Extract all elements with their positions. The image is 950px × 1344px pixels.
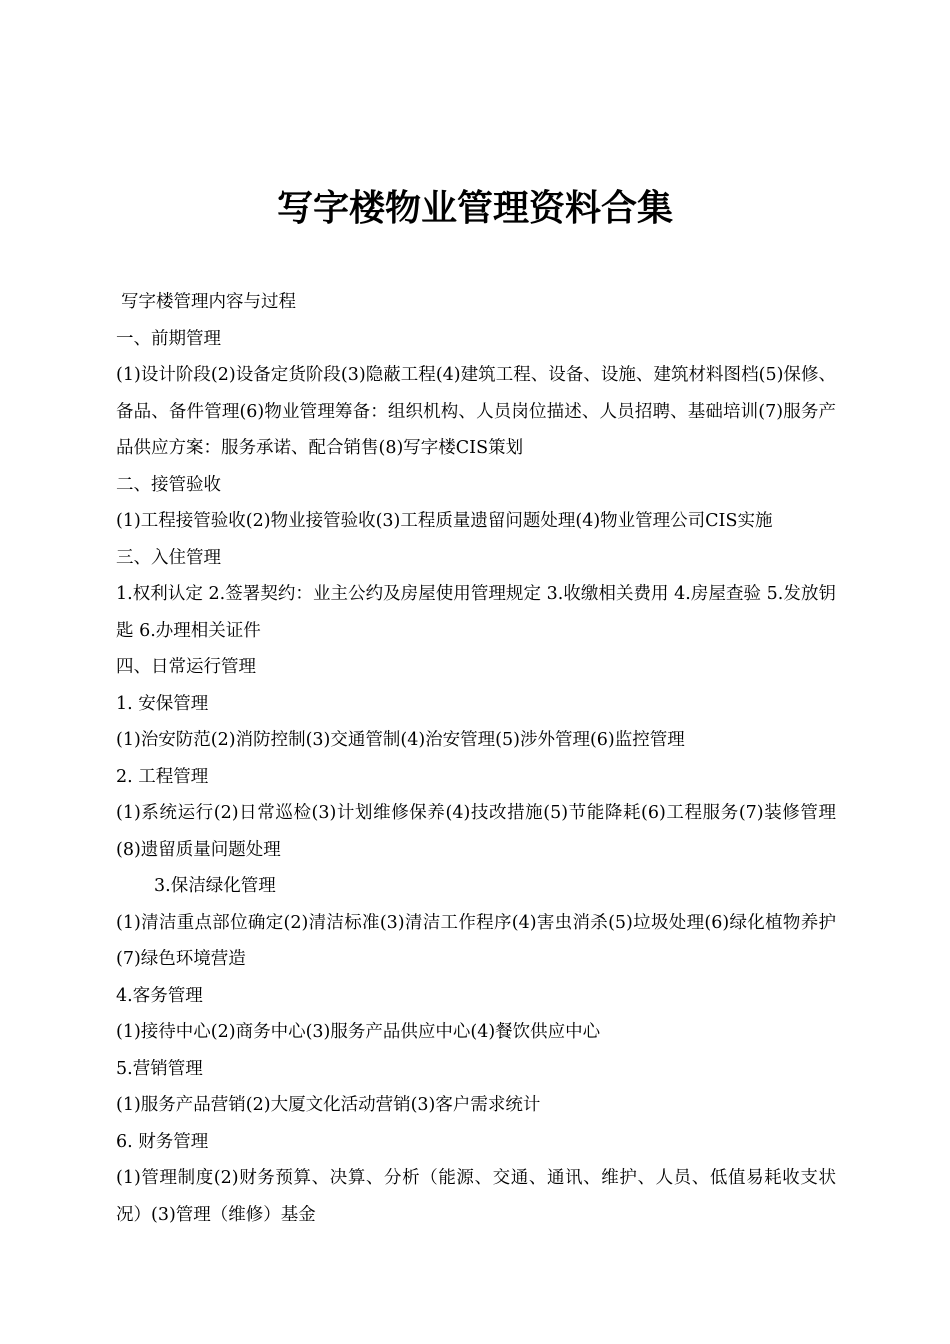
- section-content-1: (1)设计阶段(2)设备定货阶段(3)隐蔽工程(4)建筑工程、设备、设施、建筑材料图档(5)保修、备品、备件管理(6)物业管理筹备：组织机构、人员岗位描述、人员招聘、基础培训(7)服务产品供应方案：服务承诺、配合销售(8)写字楼CIS策划: [116, 365, 836, 458]
- subsection-heading-marketing: 5.营销管理: [116, 1058, 203, 1079]
- subsection-content-cleaning: (1)清洁重点部位确定(2)清洁标准(3)清洁工作程序(4)害虫消杀(5)垃圾处理(6)绿化植物养护(7)绿色环境营造: [116, 912, 836, 969]
- subsection-heading-cleaning: 3.保洁绿化管理: [154, 876, 276, 896]
- intro-line: 写字楼管理内容与过程: [121, 292, 296, 312]
- document-title: 写字楼物业管理资料合集: [276, 187, 673, 229]
- subsection-heading-finance: 6. 财务管理: [116, 1131, 209, 1152]
- section-heading-4: 四、日常运行管理: [116, 657, 256, 677]
- subsection-content-marketing: (1)服务产品营销(2)大厦文化活动营销(3)客户需求统计: [116, 1095, 541, 1115]
- subsection-content-engineering: (1)系统运行(2)日常巡检(3)计划维修保养(4)技改措施(5)节能降耗(6)工程服务(7)装修管理(8)遗留质量问题处理: [116, 803, 836, 860]
- document-body: [116, 284, 836, 1233]
- subsection-content-customer: (1)接待中心(2)商务中心(3)服务产品供应中心(4)餐饮供应中心: [116, 1022, 601, 1042]
- subsection-heading-security: 1. 安保管理: [116, 693, 209, 714]
- section-heading-1: 一、前期管理: [116, 328, 221, 349]
- section-content-3: 1.权利认定 2.签署契约：业主公约及房屋使用管理规定 3.收缴相关费用 4.房屋查验 5.发放钥匙 6.办理相关证件: [116, 584, 836, 641]
- subsection-heading-engineering: 2. 工程管理: [116, 766, 209, 787]
- subsection-content-security: (1)治安防范(2)消防控制(3)交通管制(4)治安管理(5)涉外管理(6)监控管理: [116, 730, 685, 750]
- section-heading-3: 三、入住管理: [116, 547, 221, 568]
- subsection-heading-customer: 4.客务管理: [116, 985, 203, 1006]
- section-heading-2: 二、接管验收: [116, 474, 221, 495]
- section-content-2: (1)工程接管验收(2)物业接管验收(3)工程质量遗留问题处理(4)物业管理公司CIS实施: [116, 511, 773, 531]
- subsection-content-finance: (1)管理制度(2)财务预算、决算、分析（能源、交通、通讯、维护、人员、低值易耗收支状况）(3)管理（维修）基金: [116, 1168, 836, 1225]
